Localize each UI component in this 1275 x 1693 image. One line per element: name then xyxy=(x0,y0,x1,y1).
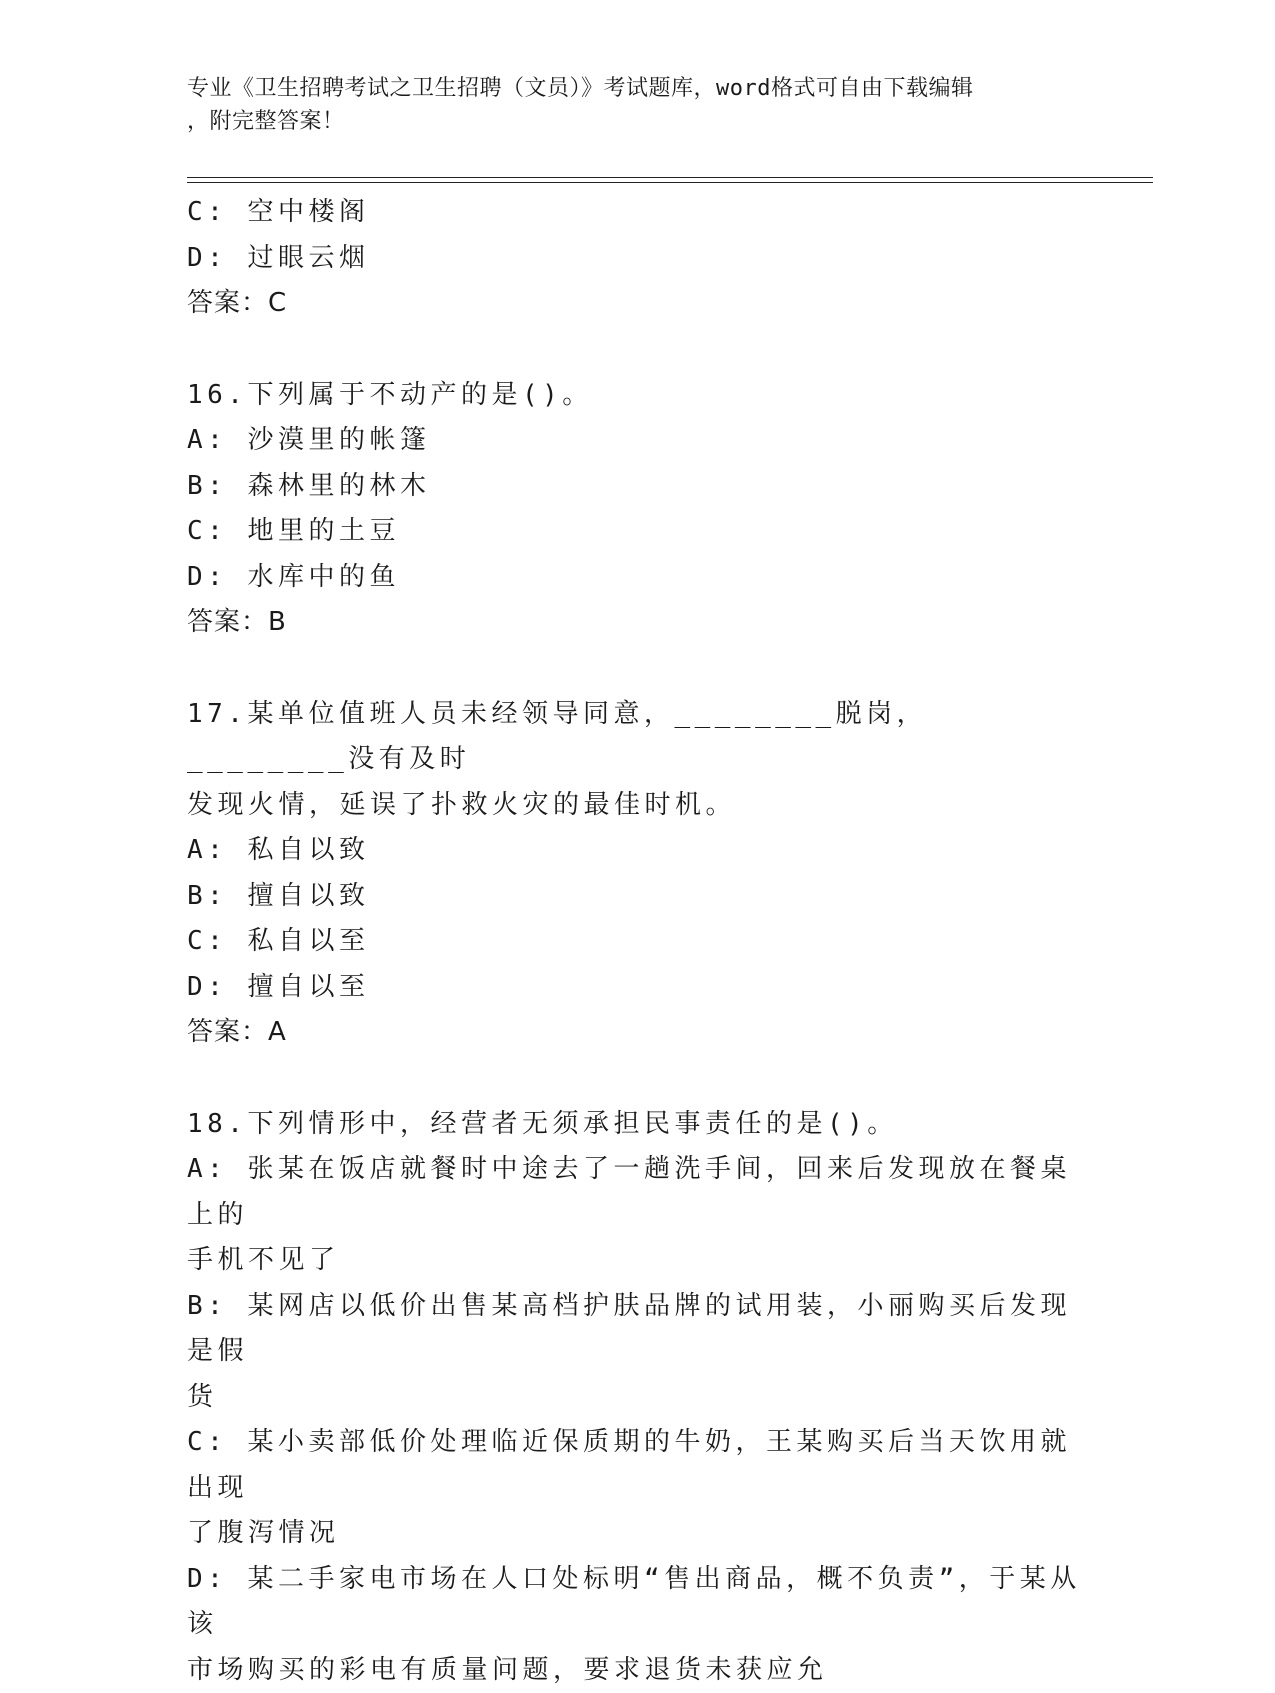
q15-answer: 答案：C xyxy=(187,281,1087,327)
question-list xyxy=(187,190,1087,1693)
q17-question-line2: 发现火情，延误了扑救火灾的最佳时机。 xyxy=(187,783,1087,829)
q18-option-b-line2: 货 xyxy=(187,1375,1087,1421)
header-divider-bottom xyxy=(187,182,1153,183)
page-header xyxy=(187,72,1067,138)
q18-option-a-line2: 手机不见了 xyxy=(187,1238,1087,1284)
q18-option-a-line1: A: 张某在饭店就餐时中途去了一趟洗手间，回来后发现放在餐桌上的 xyxy=(187,1147,1087,1238)
q17-option-d: D: 擅自以至 xyxy=(187,965,1087,1011)
q15-option-d: D: 过眼云烟 xyxy=(187,236,1087,282)
q17-answer: 答案：A xyxy=(187,1010,1087,1056)
q17-option-a: A: 私自以致 xyxy=(187,828,1087,874)
header-title-line2: ，附完整答案！ xyxy=(187,105,1067,138)
q16-option-c: C: 地里的土豆 xyxy=(187,509,1087,555)
spacer xyxy=(187,646,1087,692)
q16-question: 16.下列属于不动产的是()。 xyxy=(187,373,1087,419)
q17-option-c: C: 私自以至 xyxy=(187,919,1087,965)
q16-option-d: D: 水库中的鱼 xyxy=(187,555,1087,601)
spacer xyxy=(187,1056,1087,1102)
q17-option-b: B: 擅自以致 xyxy=(187,874,1087,920)
q16-option-a: A: 沙漠里的帐篷 xyxy=(187,418,1087,464)
q18-option-b-line1: B: 某网店以低价出售某高档护肤品牌的试用装，小丽购买后发现是假 xyxy=(187,1284,1087,1375)
header-title-line1: 专业《卫生招聘考试之卫生招聘（文员）》考试题库，word格式可自由下载编辑 xyxy=(187,72,1067,105)
q16-answer: 答案：B xyxy=(187,600,1087,646)
q17-question-line1: 17.某单位值班人员未经领导同意，________脱岗，________没有及时 xyxy=(187,692,1087,783)
q18-option-c-line1: C: 某小卖部低价处理临近保质期的牛奶，王某购买后当天饮用就出现 xyxy=(187,1420,1087,1511)
q18-option-c-line2: 了腹泻情况 xyxy=(187,1511,1087,1557)
header-divider-top xyxy=(187,177,1153,178)
q18-question: 18.下列情形中，经营者无须承担民事责任的是()。 xyxy=(187,1102,1087,1148)
spacer xyxy=(187,327,1087,373)
q18-option-d-line1: D: 某二手家电市场在人口处标明“售出商品，概不负责”，于某从该 xyxy=(187,1557,1087,1648)
q16-option-b: B: 森林里的林木 xyxy=(187,464,1087,510)
q18-option-d-line2: 市场购买的彩电有质量问题，要求退货未获应允 xyxy=(187,1648,1087,1693)
q15-option-c: C: 空中楼阁 xyxy=(187,190,1087,236)
